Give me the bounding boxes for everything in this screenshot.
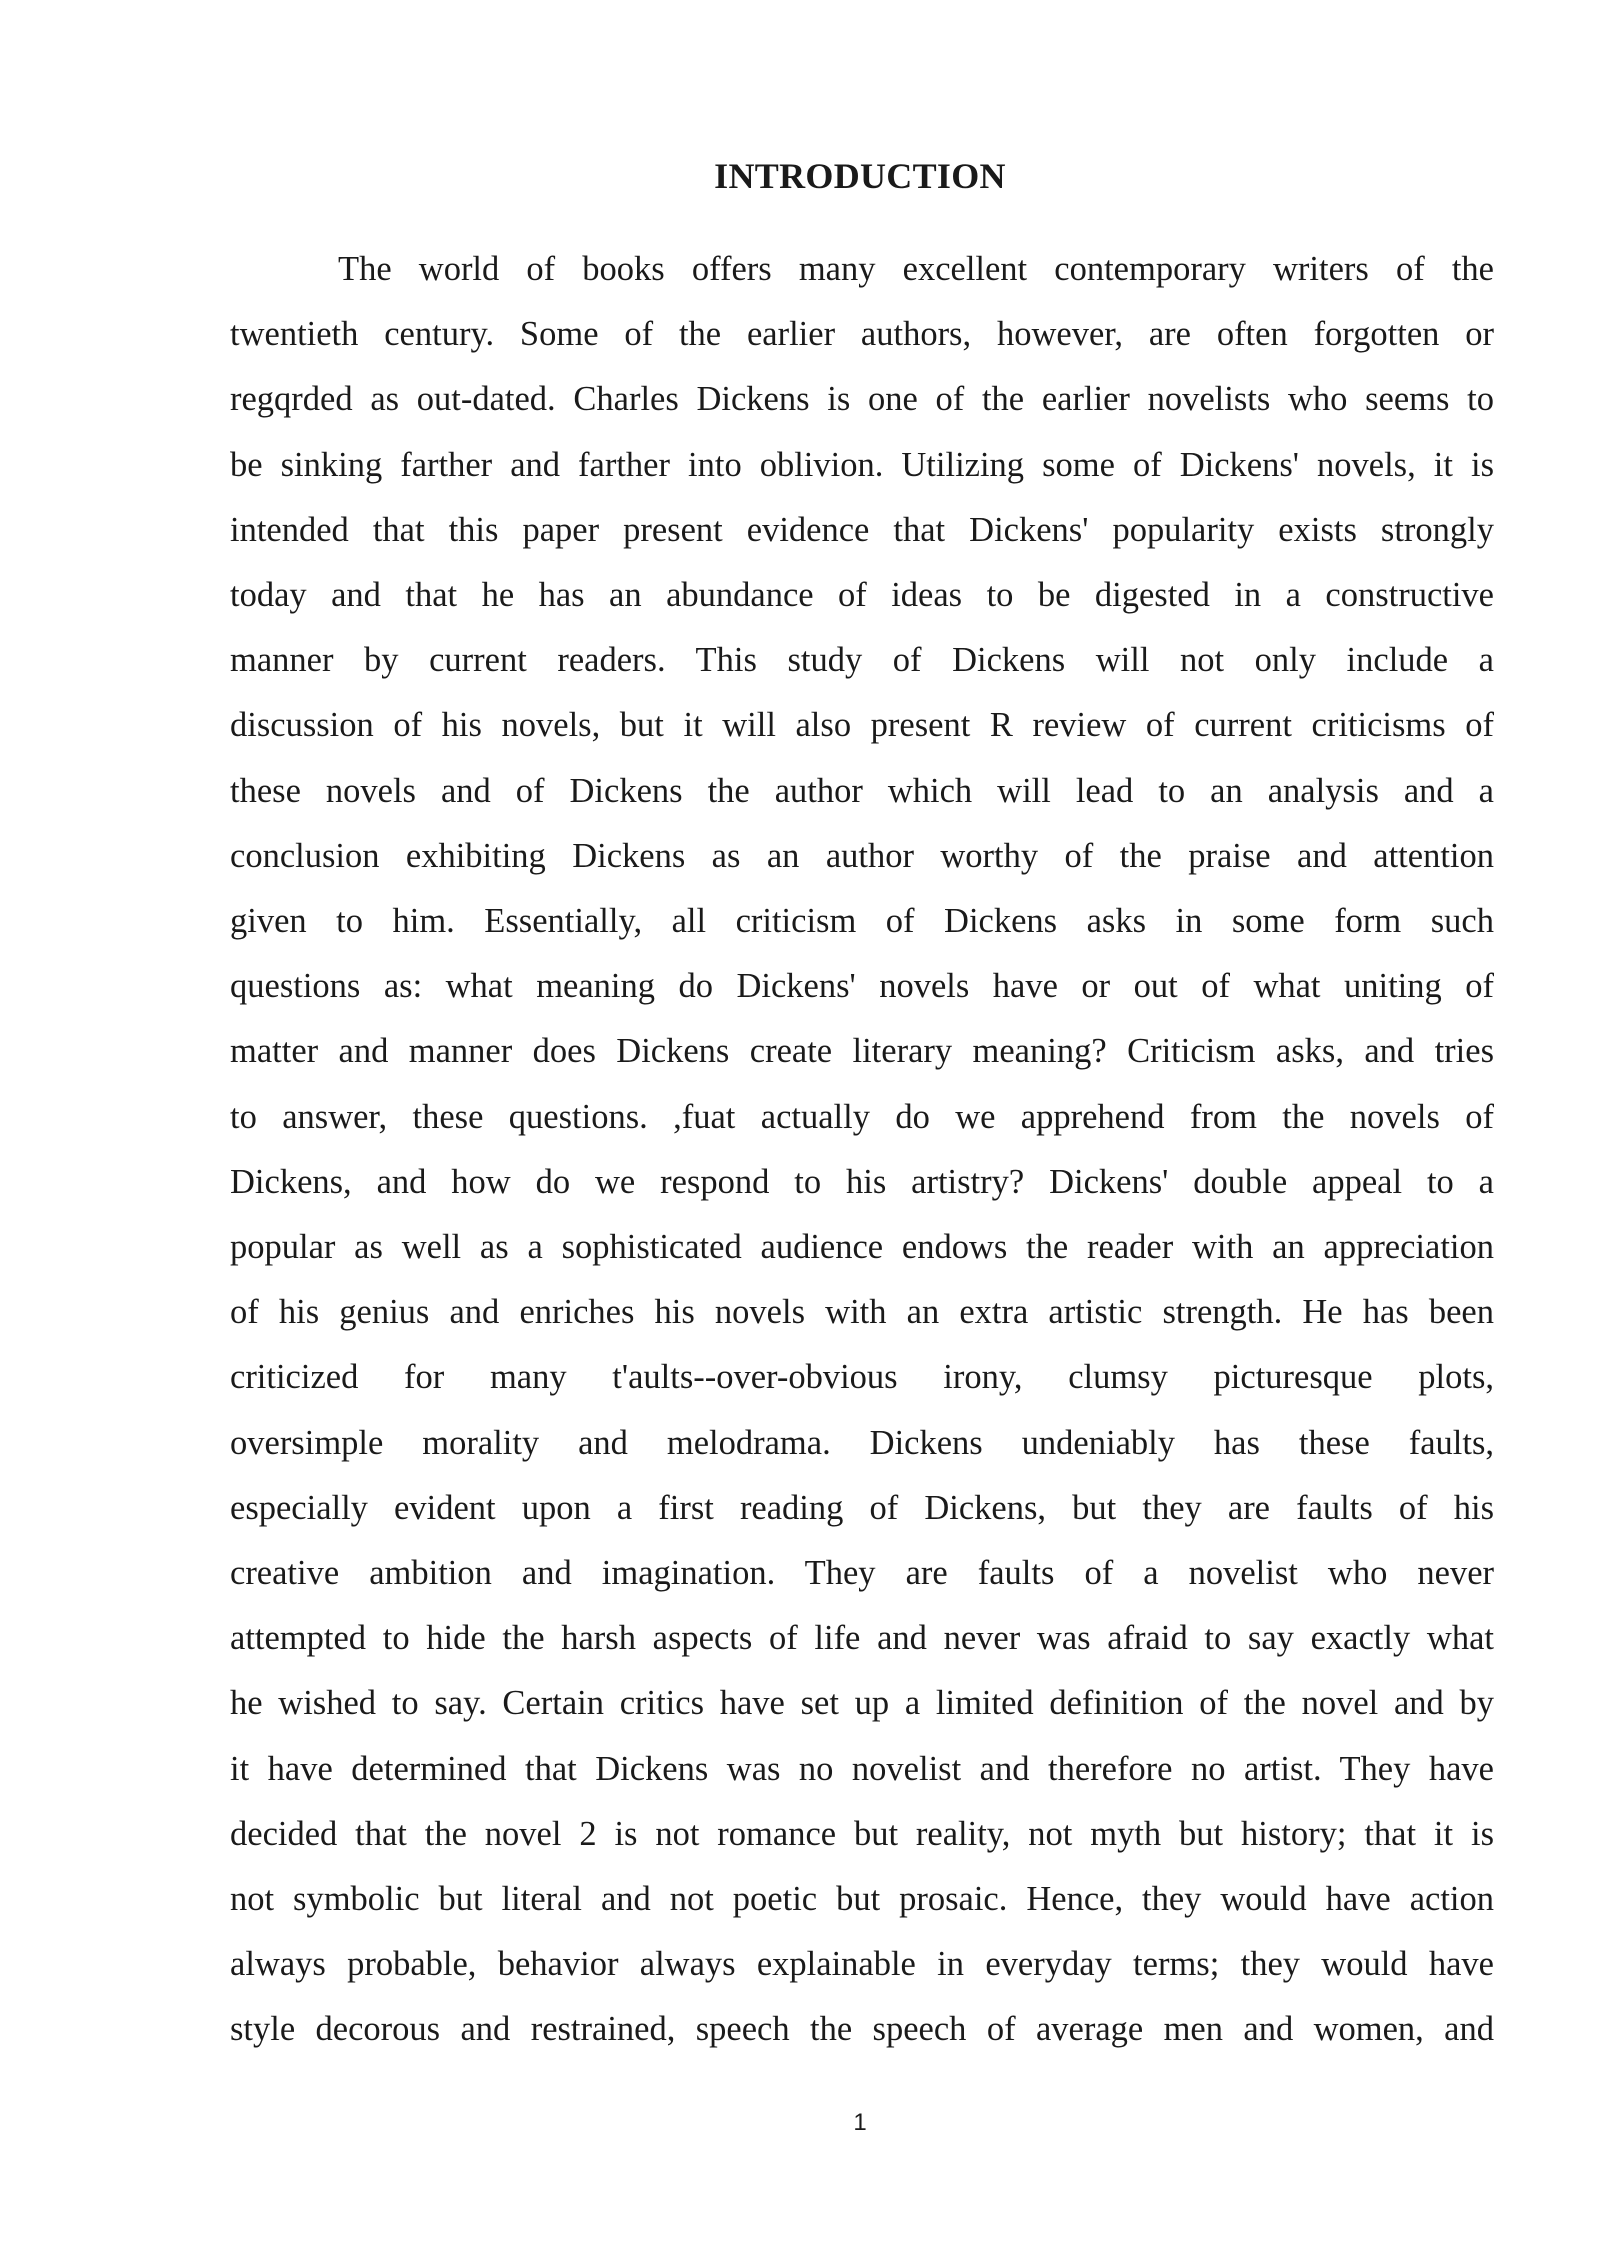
paragraph-line: today and that he has an abundance of ideas to be digested in a constructive: [230, 576, 1494, 615]
paragraph-line: manner by current readers. This study of Dickens will not only include a: [230, 641, 1494, 680]
paragraph-line: given to him. Essentially, all criticism of Dickens asks in some form such: [230, 902, 1494, 941]
paragraph-line: he wished to say. Certain critics have set up a limited definition of the novel and by: [230, 1684, 1494, 1723]
paragraph-line: decided that the novel 2 is not romance but reality, not myth but history; that it is: [230, 1814, 1494, 1853]
paragraph-line: style decorous and restrained, speech the speech of average men and women, and: [230, 2010, 1494, 2049]
paragraph-line: popular as well as a sophisticated audience endows the reader with an appreciation: [230, 1228, 1494, 1267]
paragraph-line: conclusion exhibiting Dickens as an author worthy of the praise and attention: [230, 836, 1494, 875]
paragraph-line: be sinking farther and farther into oblivion. Utilizing some of Dickens' novels, it is: [230, 445, 1494, 484]
paragraph-line: it have determined that Dickens was no novelist and therefore no artist. They have: [230, 1749, 1494, 1788]
paragraph-line: of his genius and enriches his novels with an extra artistic strength. He has been: [230, 1293, 1494, 1332]
paragraph-line: The world of books offers many excellent contemporary writers of the: [338, 250, 1494, 288]
paragraph-line: questions as: what meaning do Dickens' novels have or out of what uniting of: [230, 967, 1494, 1006]
body-paragraph: [230, 237, 1494, 2063]
page-number: 1: [853, 2109, 867, 2136]
paragraph-line: always probable, behavior always explainable in everyday terms; they would have: [230, 1945, 1494, 1984]
paragraph-line: criticized for many t'aults--over-obvious irony, clumsy picturesque plots,: [230, 1358, 1494, 1397]
paragraph-line: especially evident upon a first reading of Dickens, but they are faults of his: [230, 1488, 1494, 1527]
page-heading: INTRODUCTION: [714, 156, 1006, 196]
paragraph-line: attempted to hide the harsh aspects of life and never was afraid to say exactly what: [230, 1619, 1494, 1658]
paragraph-line: to answer, these questions. ,fuat actually do we apprehend from the novels of: [230, 1097, 1494, 1136]
paragraph-line: these novels and of Dickens the author which will lead to an analysis and a: [230, 771, 1494, 810]
paragraph-line: matter and manner does Dickens create literary meaning? Criticism asks, and tries: [230, 1032, 1494, 1071]
paragraph-line: creative ambition and imagination. They are faults of a novelist who never: [230, 1554, 1494, 1593]
paragraph-line: discussion of his novels, but it will also present R review of current criticisms of: [230, 706, 1494, 745]
paragraph-line: not symbolic but literal and not poetic but prosaic. Hence, they would have action: [230, 1880, 1494, 1919]
paragraph-line: regqrded as out-dated. Charles Dickens is one of the earlier novelists who seems to: [230, 380, 1494, 419]
paragraph-line: intended that this paper present evidence that Dickens' popularity exists strongly: [230, 510, 1494, 549]
paragraph-line: twentieth century. Some of the earlier authors, however, are often forgotten or: [230, 315, 1494, 354]
paragraph-line: oversimple morality and melodrama. Dickens undeniably has these faults,: [230, 1423, 1494, 1462]
paragraph-line: Dickens, and how do we respond to his artistry? Dickens' double appeal to a: [230, 1162, 1494, 1201]
